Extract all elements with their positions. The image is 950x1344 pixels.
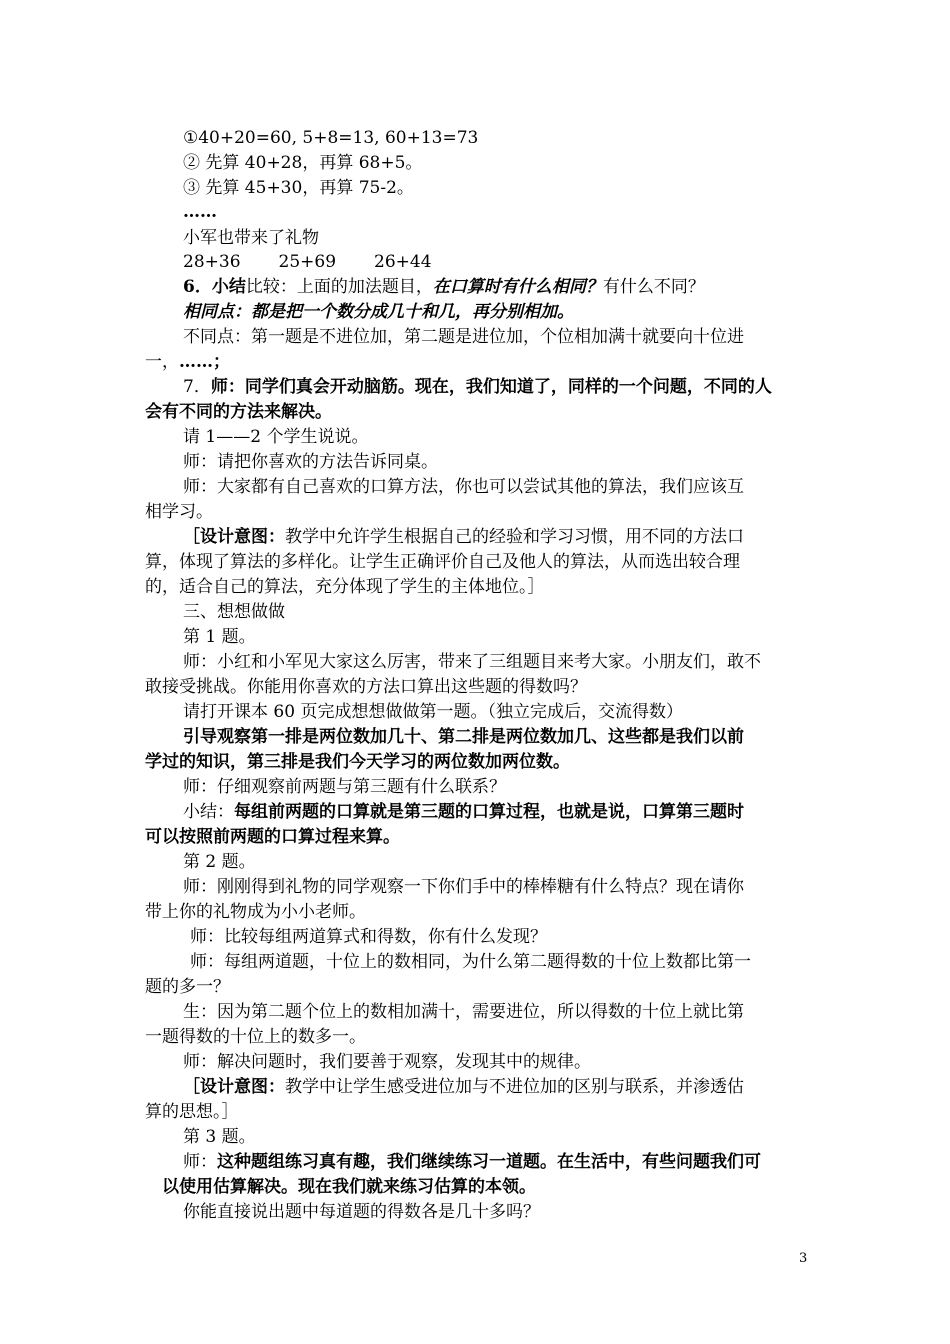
teacher-methods-line-cont: 相学习。 [145, 502, 213, 522]
summary-line [183, 800, 744, 824]
challenge-line-cont: 敢接受挑战。你能用你喜欢的方法口算出这些题的得数吗？ [145, 677, 587, 697]
challenge-line: 师：小红和小军见大家这么厉害，带来了三组题目来考大家。小朋友们，敢不 [183, 652, 761, 672]
teacher-7-number: 7． [183, 377, 211, 397]
expression-3: 26+44 [374, 252, 432, 272]
calc-line-1: ①40+20=60, 5+8=13, 60+13=73 [183, 128, 479, 148]
estimate-line [183, 1150, 761, 1174]
summary-6-emphasis: 在口算时有什么相同？ [432, 277, 603, 297]
difference-cont-ellipsis: ……； [179, 352, 230, 372]
summary-text: 每组前两题的口算就是第三题的口算过程，也就是说，口算第三题时 [234, 802, 744, 822]
design-intent-1-line-3: 的，适合自己的算法，充分体现了学生的主体地位。］ [145, 577, 545, 597]
design-intent-1-line-2: 算，体现了算法的多样化。让学生正确评价自己及他人的算法，从而选出较合理 [145, 552, 740, 572]
design-intent-2-label: ［设计意图： [183, 1077, 285, 1097]
teacher-7-text: 师：同学们真会开动脑筋。现在，我们知道了，同样的一个问题，不同的人 [210, 377, 772, 397]
summary-label: 小结： [183, 802, 234, 822]
page-number: 3 [799, 1251, 808, 1266]
design-intent-2-line-2: 算的思想。］ [145, 1102, 239, 1122]
students-say-line: 请 1——2 个学生说说。 [183, 427, 369, 447]
summary-6-label: 6．小结 [183, 277, 246, 297]
observation-line: 引导观察第一排是两位数加几十、第二排是两位数加几、这些都是我们以前 [183, 727, 744, 747]
difference-cont-text: 一， [145, 352, 179, 372]
expression-1: 28+36 [183, 252, 241, 272]
teacher-7-line-cont: 会有不同的方法来解决。 [145, 402, 332, 422]
summary-6-line [183, 275, 705, 299]
final-question-line: 你能直接说出题中每道题的得数各是几十多吗？ [183, 1202, 540, 1222]
compare-line: 师：比较每组两道算式和得数，你有什么发现？ [190, 927, 547, 947]
summary-6-tail: 有什么不同？ [602, 277, 705, 297]
exercise-3-heading: 第 3 题。 [183, 1127, 256, 1147]
difference-line: 不同点：第一题是不进位加，第二题是进位加，个位相加满十就要向十位进 [183, 327, 744, 347]
lollipop-line: 师：刚刚得到礼物的同学观察一下你们手中的棒棒糖有什么特点？现在请你 [183, 877, 744, 897]
teacher-partner-line: 师：请把你喜欢的方法告诉同桌。 [183, 452, 438, 472]
calc-line-3: ③ 先算 45+30，再算 75-2。 [183, 178, 414, 198]
exercise-2-heading: 第 2 题。 [183, 852, 256, 872]
ellipsis-line: …… [183, 202, 217, 222]
estimate-line-cont: 以使用估算解决。现在我们就来练习估算的本领。 [162, 1177, 536, 1197]
calc-line-2: ② 先算 40+28，再算 68+5。 [183, 153, 423, 173]
difference-line-cont [145, 350, 230, 374]
expression-2: 25+69 [278, 252, 337, 272]
observation-line-cont: 学过的知识，第三排是我们今天学习的两位数加两位数。 [145, 752, 570, 772]
similarity-line: 相同点：都是把一个数分成几十和几，再分别相加。 [183, 302, 574, 322]
estimate-speaker: 师： [183, 1152, 217, 1172]
design-intent-1-text: 教学中允许学生根据自己的经验和学习习惯，用不同的方法口 [285, 527, 744, 547]
exercise-1-heading: 第 1 题。 [183, 627, 256, 647]
student-answer-line-cont: 一题得数的十位上的数多一。 [145, 1027, 366, 1047]
section-heading: 三、想想做做 [183, 602, 285, 622]
summary-6-text: 比较：上面的加法题目， [245, 277, 433, 297]
design-intent-2-text: 教学中让学生感受进位加与不进位加的区别与联系，并渗透估 [285, 1077, 744, 1097]
tens-line-cont: 题的多一？ [145, 977, 230, 997]
student-answer-line: 生：因为第二题个位上的数相加满十，需要进位，所以得数的十位上就比第 [183, 1002, 744, 1022]
estimate-text: 这种题组练习真有趣，我们继续练习一道题。在生活中，有些问题我们可 [217, 1152, 761, 1172]
expression-row [183, 250, 432, 274]
pattern-line: 师：解决问题时，我们要善于观察，发现其中的规律。 [183, 1052, 591, 1072]
design-intent-1-label: ［设计意图： [183, 527, 285, 547]
gift-line: 小军也带来了礼物 [183, 228, 319, 248]
lollipop-line-cont: 带上你的礼物成为小小老师。 [145, 902, 366, 922]
summary-line-cont: 可以按照前两题的口算过程来算。 [145, 827, 400, 847]
teacher-7-line [183, 375, 772, 399]
tens-line: 师：每组两道题，十位上的数相同，为什么第二题得数的十位上数都比第一 [190, 952, 751, 972]
textbook-line: 请打开课本 60 页完成想想做做第一题。（独立完成后，交流得数） [183, 702, 683, 722]
connection-question-line: 师：仔细观察前两题与第三题有什么联系？ [183, 777, 506, 797]
design-intent-1-line [183, 525, 744, 549]
teacher-methods-line: 师：大家都有自己喜欢的口算方法，你也可以尝试其他的算法，我们应该互 [183, 477, 744, 497]
design-intent-2-line [183, 1075, 744, 1099]
